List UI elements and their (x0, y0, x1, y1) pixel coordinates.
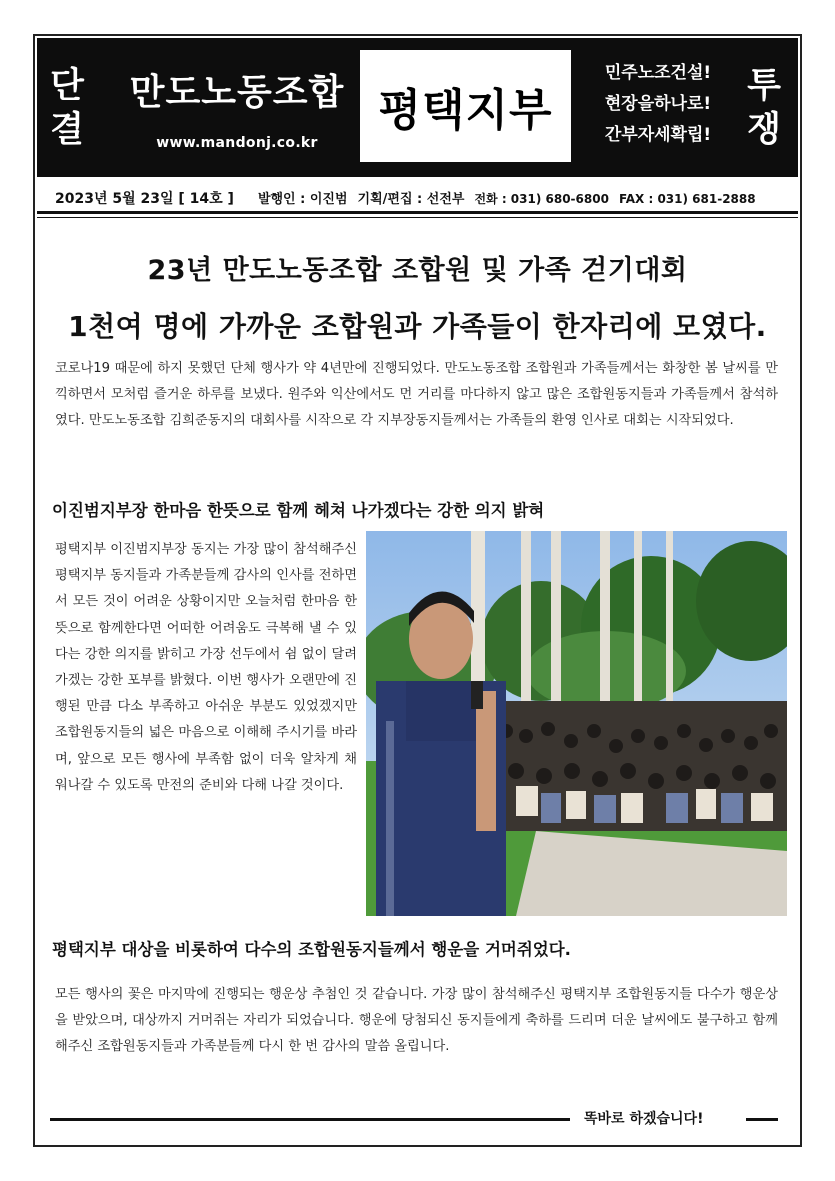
intro-paragraph: 코로나19 때문에 하지 못했던 단체 행사가 약 4년만에 진행되었다. 만도노동조합 조합원과 가족들께서는 화창한 봄 날씨를 만끽하면서 모처럼 즐거운 하루를 보냈다. 원주와 익산에서도 먼 거리를 마다하지 않고 많은 조합원동지들과 가족들께서 참석하였다. 만도노동조합 김희준동지의 대회사를 시작으로 각 지부장동지들께서는 가족들의 환영 인사로 대회는 시작되었다. (55, 361, 778, 428)
section1-title: 이진범지부장 한마음 한뜻으로 함께 헤쳐 나가겠다는 강한 의지 밝혀 (52, 501, 545, 520)
headline-line-1: 23년 만도노동조합 조합원 및 가족 걷기대회 (147, 255, 688, 286)
info-bar (55, 188, 756, 208)
union-block (117, 64, 357, 151)
masthead-left-chars (45, 38, 89, 177)
left-char-1: 단 (50, 65, 84, 106)
divider-thin (37, 217, 798, 218)
issue-date: 2023년 5월 23일 [ 14호 ] (55, 191, 234, 207)
union-name: 만도노동조합 (129, 72, 345, 113)
footer-text: 똑바로 하겠습니다! (584, 1111, 704, 1127)
section2-title: 평택지부 대상을 비롯하여 다수의 조합원동지들께서 행운을 거머쥐었다. (52, 940, 571, 959)
masthead (37, 38, 798, 177)
slogan-3: 간부자세확립! (604, 125, 712, 145)
left-char-2: 결 (50, 109, 84, 150)
slogans (583, 58, 733, 151)
branch-name: 평택지부 (378, 85, 553, 136)
section2-body: 모든 행사의 꽃은 마지막에 진행되는 행운상 추첨인 것 같습니다. 가장 많이 참석해주신 평택지부 조합원동지들 다수가 행운상을 받았으며, 대상까지 거머쥐는 자리가 되었습니다. 행운에 당첨되신 동지들에게 축하를 드리며 더운 날씨에도 불구하고 함께해주신 조합원동지들과 가족분들께 다시 한 번 감사의 말씀 올립니다. (55, 987, 778, 1054)
branch-box (360, 50, 571, 162)
slogan-1: 민주노조건설! (604, 63, 712, 83)
slogan-2: 현장을하나로! (604, 94, 712, 114)
right-char-2: 쟁 (747, 109, 781, 150)
event-photo (366, 531, 787, 916)
editor: 기획/편집 : 선전부 (357, 192, 465, 207)
footer-rule (50, 1118, 570, 1121)
masthead-right-chars (742, 38, 786, 177)
publisher: 발행인 : 이진범 (257, 192, 348, 207)
union-url[interactable]: www.mandonj.co.kr (156, 135, 318, 151)
right-char-1: 투 (747, 65, 781, 106)
footer-rule-end (746, 1118, 778, 1121)
divider (37, 211, 798, 214)
section1-body: 평택지부 이진범지부장 동지는 가장 많이 참석해주신 평택지부 동지들과 가족분들께 감사의 인사를 전하면서 모든 것이 어려운 상황이지만 오늘처럼 한마음 한뜻으로 함께한다면 어떠한 어려움도 극복해 낼 수 있다는 강한 의지를 밝히고 가장 선두에서 쉼 없이 달려가겠는 강한 포부를 밝혔다. 이번 행사가 오랜만에 진행된 만큼 다소 부족하고 아쉬운 부분도 있었겠지만 조합원동지들의 넓은 마음으로 이해해 주시기를 바라며, 앞으로 모든 행사에 부족함 없이 더욱 알차게 채워나갈 수 있도록 만전의 준비와 다해 나갈 것이다. (55, 542, 357, 793)
headline-line-2: 1천여 명에 가까운 조합원과 가족들이 한자리에 모였다. (68, 310, 767, 343)
phone: 전화 : 031) 680-6800 (474, 192, 609, 206)
fax: FAX : 031) 681-2888 (618, 192, 756, 206)
